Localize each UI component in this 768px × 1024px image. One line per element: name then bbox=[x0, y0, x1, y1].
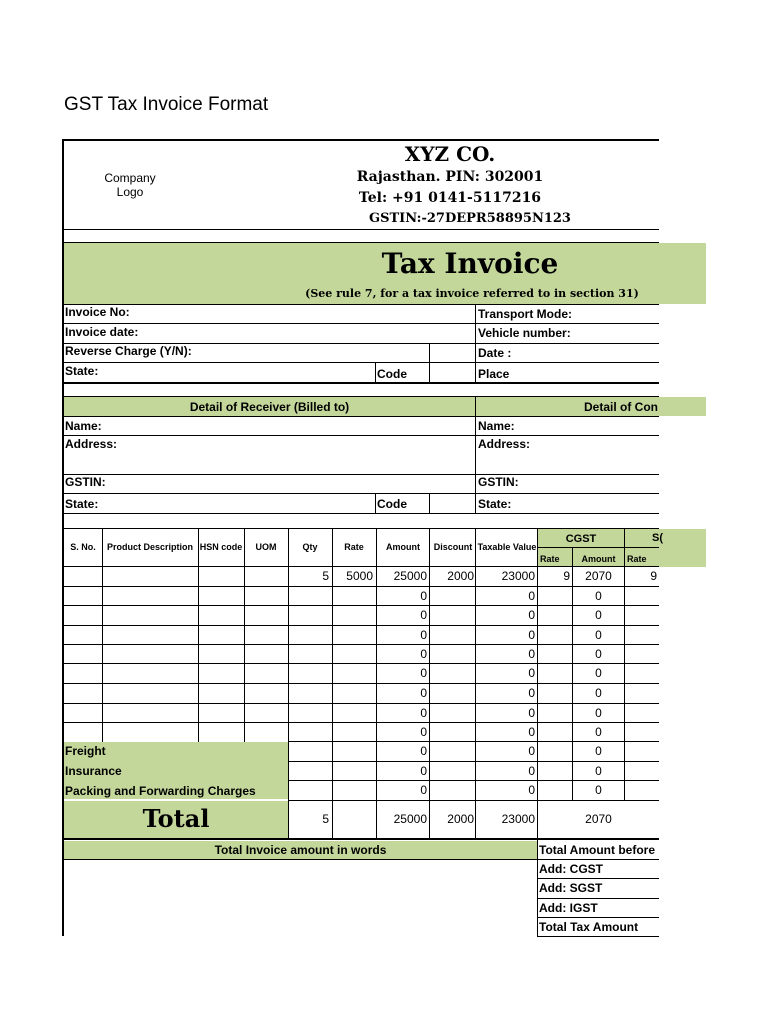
table-row-line bbox=[62, 722, 659, 723]
info-line-2 bbox=[62, 323, 659, 324]
table-row-line bbox=[62, 644, 659, 645]
row-1-amount: 25000 bbox=[393, 569, 427, 583]
info-code-label-divider bbox=[375, 362, 376, 382]
logo-line-1: Company bbox=[104, 171, 156, 185]
party-bottom-border bbox=[62, 513, 659, 514]
consignee-gstin-label: GSTIN: bbox=[478, 475, 519, 489]
row-1-qty: 5 bbox=[322, 569, 329, 583]
row-taxable-zero: 0 bbox=[528, 647, 535, 661]
col-header-hsn: HSN code bbox=[199, 542, 243, 552]
company-name: XYZ CO. bbox=[404, 142, 496, 166]
col-header-sgst-rate: Rate bbox=[627, 554, 647, 564]
tax-subheader-line bbox=[538, 547, 659, 548]
invoice-subtitle: (See rule 7, for a tax invoice referred to in section 31) bbox=[305, 287, 639, 300]
row-amount-zero: 0 bbox=[420, 608, 427, 622]
summary-item: Total Tax Amount bbox=[539, 920, 639, 934]
party-line-3 bbox=[62, 474, 659, 475]
receiver-code-label: Code bbox=[377, 497, 407, 511]
row-1-taxable: 23000 bbox=[501, 569, 535, 583]
row-taxable-zero: 0 bbox=[528, 628, 535, 642]
transport-mode-label: Transport Mode: bbox=[478, 307, 573, 321]
row-taxable-zero: 0 bbox=[528, 725, 535, 739]
receiver-name-label: Name: bbox=[65, 419, 102, 433]
amount-in-words-title: Total Invoice amount in words bbox=[214, 843, 387, 857]
info-line-5 bbox=[62, 382, 659, 384]
row-taxable-zero: 0 bbox=[528, 706, 535, 720]
col-header-discount: Discount bbox=[433, 542, 473, 552]
summary-line bbox=[537, 878, 659, 879]
row-cgst-amount-zero: 0 bbox=[595, 608, 602, 622]
row-1-discount: 2000 bbox=[447, 569, 474, 583]
consignee-title-clip bbox=[476, 400, 659, 414]
company-gstin: GSTIN:-27DEPR58895N123 bbox=[369, 211, 571, 226]
place-label: Place bbox=[478, 367, 510, 381]
party-top-border bbox=[62, 396, 659, 397]
col-header-rate: Rate bbox=[344, 542, 364, 552]
row-taxable-zero: 0 bbox=[528, 764, 535, 778]
col-header-cgst-amount: Amount bbox=[581, 554, 616, 564]
total-taxable: 23000 bbox=[501, 812, 535, 826]
row-taxable-zero: 0 bbox=[528, 744, 535, 758]
row-1-cgst-amount: 2070 bbox=[585, 569, 612, 583]
info-line-1 bbox=[62, 304, 659, 305]
total-label: Total bbox=[142, 804, 210, 833]
total-discount: 2000 bbox=[447, 812, 474, 826]
row-amount-zero: 0 bbox=[420, 706, 427, 720]
col-header-uom: UOM bbox=[255, 542, 277, 552]
info-line-4 bbox=[62, 362, 659, 363]
row-taxable-zero: 0 bbox=[528, 589, 535, 603]
row-amount-zero: 0 bbox=[420, 744, 427, 758]
sgst-header-clip bbox=[625, 531, 663, 545]
table-row-line bbox=[62, 625, 659, 626]
row-1-rate: 5000 bbox=[346, 569, 373, 583]
row-cgst-amount-zero: 0 bbox=[595, 783, 602, 797]
row-cgst-amount-zero: 0 bbox=[595, 764, 602, 778]
table-col-line bbox=[198, 528, 199, 742]
row-cgst-amount-zero: 0 bbox=[595, 744, 602, 758]
header-bottom-border bbox=[62, 229, 659, 230]
company-address: Rajasthan. PIN: 302001 bbox=[356, 169, 544, 185]
row-amount-zero: 0 bbox=[420, 628, 427, 642]
row-amount-zero: 0 bbox=[420, 647, 427, 661]
consignee-name-label: Name: bbox=[478, 419, 515, 433]
row-amount-zero: 0 bbox=[420, 764, 427, 778]
reverse-charge-label: Reverse Charge (Y/N): bbox=[65, 344, 192, 358]
table-top-border bbox=[62, 528, 659, 529]
row-cgst-amount-zero: 0 bbox=[595, 666, 602, 680]
words-header-bottom bbox=[62, 859, 538, 860]
total-qty: 5 bbox=[322, 812, 329, 826]
summary-line bbox=[537, 936, 659, 937]
table-row-line bbox=[62, 703, 659, 704]
row-amount-zero: 0 bbox=[420, 666, 427, 680]
invoice-date-label: Invoice date: bbox=[65, 325, 139, 339]
col-header-cgst: CGST bbox=[565, 533, 597, 545]
table-col-line bbox=[244, 528, 245, 742]
table-row-line bbox=[288, 761, 659, 762]
table-row-line bbox=[62, 663, 659, 664]
consignee-title: Detail of Con bbox=[584, 400, 658, 414]
company-logo-placeholder bbox=[90, 171, 170, 199]
col-header-amount: Amount bbox=[386, 542, 420, 552]
vehicle-number-label: Vehicle number: bbox=[478, 326, 571, 340]
party-code-divider-1 bbox=[375, 493, 376, 513]
consignee-address-label: Address: bbox=[478, 437, 531, 451]
row-1-cgst-rate: 9 bbox=[563, 569, 570, 583]
invoice-no-label: Invoice No: bbox=[65, 305, 130, 319]
state-label: State: bbox=[65, 364, 99, 378]
receiver-state-label: State: bbox=[65, 497, 99, 511]
total-cgst-amount: 2070 bbox=[585, 812, 612, 826]
table-row-line bbox=[288, 800, 659, 801]
col-header-qty: Qty bbox=[302, 542, 318, 552]
row-cgst-amount-zero: 0 bbox=[595, 725, 602, 739]
banner-top-border bbox=[62, 242, 659, 243]
table-row-line bbox=[62, 586, 659, 587]
row-cgst-amount-zero: 0 bbox=[595, 589, 602, 603]
summary-line bbox=[537, 859, 659, 860]
total-amount: 25000 bbox=[393, 812, 427, 826]
header-top-border bbox=[62, 139, 659, 141]
party-line-2 bbox=[62, 435, 659, 436]
table-row-line bbox=[288, 780, 659, 781]
table-col-line bbox=[102, 528, 103, 742]
charge-packing: Packing and Forwarding Charges bbox=[65, 784, 256, 798]
col-header-sgst: S( bbox=[652, 532, 663, 544]
col-header-description: Product Description bbox=[106, 542, 193, 552]
invoice-title: Tax Invoice bbox=[381, 247, 559, 280]
table-row-line bbox=[62, 683, 659, 684]
table-row-line bbox=[62, 605, 659, 606]
row-1-sgst-rate: 9 bbox=[650, 569, 657, 583]
info-divider bbox=[475, 304, 476, 383]
logo-line-2: Logo bbox=[116, 185, 144, 199]
row-cgst-amount-zero: 0 bbox=[595, 628, 602, 642]
summary-line bbox=[537, 917, 659, 918]
col-header-cgst-rate: Rate bbox=[540, 554, 560, 564]
summary-item: Add: SGST bbox=[539, 881, 603, 895]
row-amount-zero: 0 bbox=[420, 783, 427, 797]
row-taxable-zero: 0 bbox=[528, 608, 535, 622]
row-taxable-zero: 0 bbox=[528, 686, 535, 700]
party-line-1 bbox=[62, 416, 659, 417]
summary-item: Total Amount before bbox=[539, 843, 655, 857]
summary-item: Add: CGST bbox=[539, 862, 603, 876]
party-code-divider-2 bbox=[429, 493, 430, 513]
table-row-line bbox=[288, 741, 659, 742]
row-cgst-amount-zero: 0 bbox=[595, 647, 602, 661]
row-taxable-zero: 0 bbox=[528, 666, 535, 680]
charge-insurance: Insurance bbox=[65, 764, 122, 778]
table-header-bottom bbox=[62, 566, 659, 567]
company-tel: Tel: +91 0141-5117216 bbox=[358, 190, 542, 206]
col-header-taxable: Taxable Value bbox=[477, 542, 537, 552]
row-amount-zero: 0 bbox=[420, 725, 427, 739]
date-label: Date : bbox=[478, 346, 512, 360]
code-label: Code bbox=[377, 367, 407, 381]
row-taxable-zero: 0 bbox=[528, 783, 535, 797]
receiver-address-label: Address: bbox=[65, 437, 118, 451]
party-line-4 bbox=[62, 493, 659, 494]
total-bottom-border bbox=[62, 838, 659, 840]
info-code-divider bbox=[429, 343, 430, 383]
summary-divider bbox=[537, 840, 538, 936]
page-title: GST Tax Invoice Format bbox=[64, 94, 269, 115]
col-header-sno: S. No. bbox=[70, 542, 96, 552]
row-cgst-amount-zero: 0 bbox=[595, 686, 602, 700]
row-amount-zero: 0 bbox=[420, 589, 427, 603]
receiver-gstin-label: GSTIN: bbox=[65, 475, 106, 489]
charge-freight: Freight bbox=[65, 744, 106, 758]
summary-line bbox=[537, 898, 659, 899]
summary-item: Add: IGST bbox=[539, 901, 598, 915]
receiver-title: Detail of Receiver (Billed to) bbox=[189, 400, 350, 414]
row-amount-zero: 0 bbox=[420, 686, 427, 700]
consignee-state-label: State: bbox=[478, 497, 512, 511]
row-cgst-amount-zero: 0 bbox=[595, 706, 602, 720]
